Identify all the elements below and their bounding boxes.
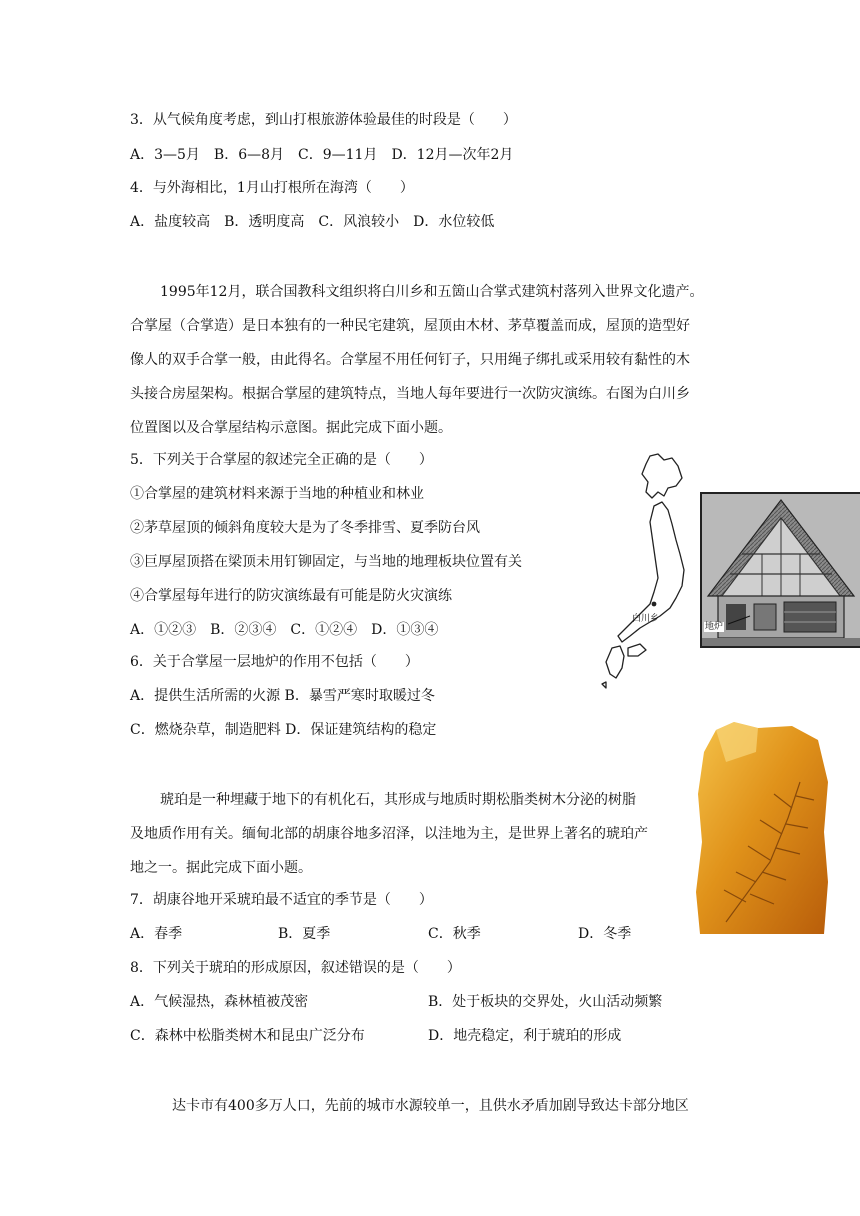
q8-option-b: B．处于板块的交界处，火山活动频繁 — [428, 994, 663, 1010]
house-label-hearth: 地炉 — [705, 622, 724, 632]
passage3-line-1: 琥珀是一种埋藏于地下的有机化石，其形成与地质时期松脂类树木分泌的树脂 — [160, 792, 636, 808]
q6-options-line-1: A．提供生活所需的火源 B．暴雪严寒时取暖过冬 — [130, 688, 435, 704]
q4-options: A．盐度较高 B．透明度高 C．风浪较小 D．水位较低 — [130, 214, 495, 230]
map-label-shirakawa: 白川乡 — [632, 614, 660, 624]
q4-stem: 4．与外海相比，1月山打根所在海湾（ ） — [130, 180, 414, 196]
passage2-line-3: 像人的双手合掌一般，由此得名。合掌屋不用任何钉子，只用绳子绑扎或采用较有黏性的木 — [130, 352, 690, 368]
q6-options-line-2: C．燃烧杂草，制造肥料 D．保证建筑结构的稳定 — [130, 722, 437, 738]
q5-item-3: ③巨厚屋顶搭在梁顶未用钉铆固定，与当地的地理板块位置有关 — [130, 554, 522, 570]
q3-stem: 3．从气候角度考虑，到山打根旅游体验最佳的时段是（ ） — [130, 112, 517, 128]
q5-item-4: ④合掌屋每年进行的防灾演练最有可能是防火灾演练 — [130, 588, 452, 604]
q8-option-c: C．森林中松脂类树木和昆虫广泛分布 — [130, 1028, 365, 1044]
q7-option-b: B．夏季 — [278, 926, 331, 942]
passage4-line-1: 达卡市有400多万人口，先前的城市水源较单一，且供水矛盾加剧导致达卡部分地区 — [172, 1098, 689, 1114]
amber-fossil-photo — [696, 722, 830, 936]
q8-option-d: D．地壳稳定，利于琥珀的形成 — [428, 1028, 622, 1044]
q5-stem: 5．下列关于合掌屋的叙述完全正确的是（ ） — [130, 452, 433, 468]
passage2-line-1: 1995年12月，联合国教科文组织将白川乡和五箇山合掌式建筑村落列入世界文化遗产。 — [160, 284, 704, 300]
q5-item-2: ②茅草屋顶的倾斜角度较大是为了冬季排雪、夏季防台风 — [130, 520, 480, 536]
passage2-line-5: 位置图以及合掌屋结构示意图。据此完成下面小题。 — [130, 420, 452, 436]
shirakawa-location-map — [598, 452, 700, 698]
q7-option-d: D．冬季 — [578, 926, 632, 942]
q8-option-a: A．气候湿热，森林植被茂密 — [130, 994, 309, 1010]
passage2-line-2: 合掌屋（合掌造）是日本独有的一种民宅建筑，屋顶由木材、茅草覆盖而成，屋顶的造型好 — [130, 318, 690, 334]
q8-stem: 8．下列关于琥珀的形成原因，叙述错误的是（ ） — [130, 960, 461, 976]
q7-option-a: A．春季 — [130, 926, 183, 942]
gassho-house-diagram — [700, 492, 860, 648]
q5-options: A．①②③ B．②③④ C．①②④ D．①③④ — [130, 622, 439, 638]
passage3-line-3: 地之一。据此完成下面小题。 — [130, 860, 312, 876]
q7-option-c: C．秋季 — [428, 926, 481, 942]
q6-stem: 6．关于合掌屋一层地炉的作用不包括（ ） — [130, 654, 419, 670]
q5-item-1: ①合掌屋的建筑材料来源于当地的种植业和林业 — [130, 486, 424, 502]
passage2-line-4: 头接合房屋架构。根据合掌屋的建筑特点，当地人每年要进行一次防灾演练。右图为白川乡 — [130, 386, 690, 402]
q3-options: A．3—5月 B．6—8月 C．9—11月 D．12月—次年2月 — [130, 147, 514, 163]
passage3-line-2: 及地质作用有关。缅甸北部的胡康谷地多沼泽，以洼地为主，是世界上著名的琥珀产 — [130, 826, 648, 842]
q7-stem: 7．胡康谷地开采琥珀最不适宜的季节是（ ） — [130, 892, 433, 908]
